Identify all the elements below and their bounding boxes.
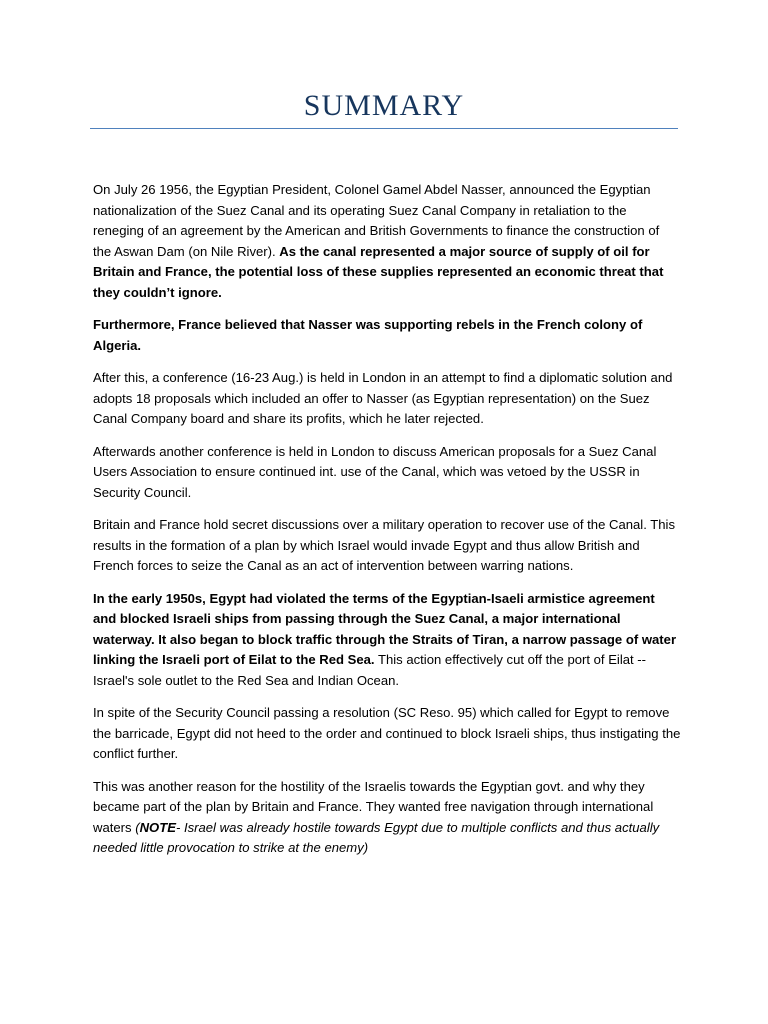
page-title: SUMMARY <box>303 89 465 122</box>
paragraph-3-text: After this, a conference (16-23 Aug.) is held in London in an attempt to find a diplomatic solution and adopts 18 proposals which included an offer to Nasser (as Egyptian representation) on the Suez Canal Company board and share its profits, which he later rejected. <box>93 370 673 426</box>
paragraph-3 <box>93 368 681 430</box>
paragraph-4 <box>93 442 681 504</box>
paragraph-1-bold-text: As the canal represented a major source of supply of oil for Britain and France, the potential loss of these supplies represented an economic threat that they couldn’t ignore. <box>93 243 664 300</box>
paragraph-7 <box>93 703 681 765</box>
paragraph-4-text: Afterwards another conference is held in London to discuss American proposals for a Suez Canal Users Association to ensure continued int. use of the Canal, which was vetoed by the USSR in Security Council. <box>93 443 657 500</box>
paragraph-2 <box>93 315 681 356</box>
paragraph-8-note-label: NOTE <box>139 819 176 835</box>
paragraph-8-note-text: - Israel was already hostile towards Egypt due to multiple conflicts and thus actually needed little provocation to strike at the enemy) <box>93 819 660 855</box>
paragraph-8-text: This was another reason for the hostility of the Israelis towards the Egyptian govt. and why they became part of the plan by Britain and France. They wanted free navigation through international waters <box>93 778 654 835</box>
paragraph-5 <box>93 515 681 577</box>
paragraph-2-bold-text: Furthermore, France believed that Nasser was supporting rebels in the French colony of Algeria. <box>93 317 643 353</box>
paragraph-6 <box>93 589 681 692</box>
paragraph-6-bold-text: In the early 1950s, Egypt had violated the terms of the Egyptian-Isaeli armistice agreement and blocked Israeli ships from passing through the Suez Canal, a major international waterway. It also began to block traffic through the Straits of Tiran, a narrow passage of water linking the Israeli port of Eilat to the Red Sea. <box>93 590 677 667</box>
paragraph-5-text: Britain and France hold secret discussions over a military operation to recover use of the Canal. This results in the formation of a plan by which Israel would invade Egypt and thus allow British and French forces to seize the Canal as an act of intervention between warring nations. <box>93 517 675 573</box>
paragraph-8-note-open: ( <box>135 819 140 835</box>
document-body <box>93 180 681 871</box>
paragraph-8 <box>93 777 681 859</box>
paragraph-1-text: On July 26 1956, the Egyptian President, Colonel Gamel Abdel Nasser, announced the Egyptian nationalization of the Suez Canal and its operating Suez Canal Company in retaliation to the reneging of an agreement by the American and British Governments to finance the construction of the Aswan Dam (on Nile River). <box>93 182 660 259</box>
paragraph-7-text: In spite of the Security Council passing a resolution (SC Reso. 95) which called for Egypt to remove the barricade, Egypt did not heed to the order and continued to block Israeli ships, thus instigating the conflict further. <box>93 705 681 761</box>
paragraph-1 <box>93 180 681 303</box>
title-underline <box>90 128 678 129</box>
paragraph-6-text: This action effectively cut off the port of Eilat -- Israel's sole outlet to the Red Sea and Indian Ocean. <box>93 652 647 688</box>
